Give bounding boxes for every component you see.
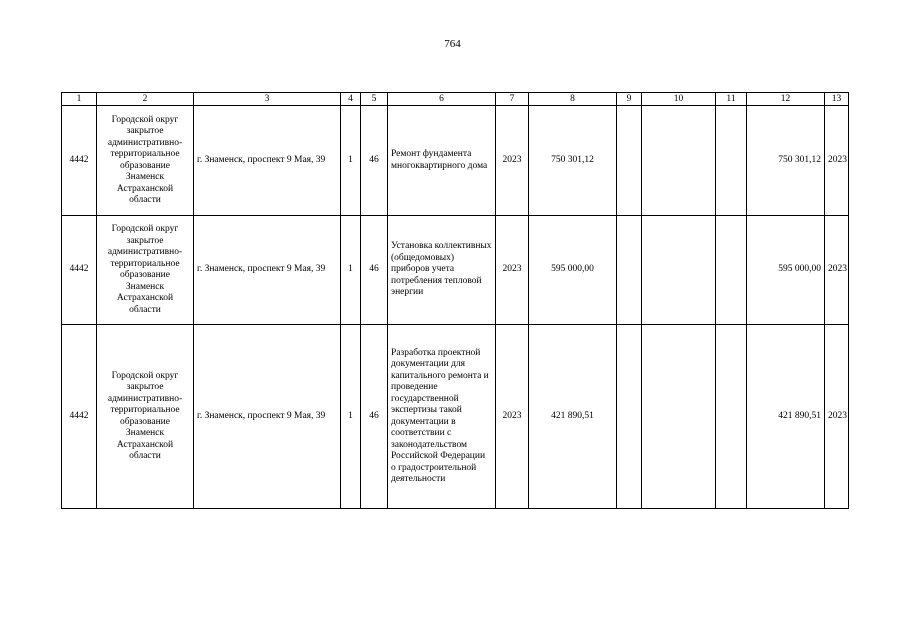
cell-year-end: 2023 xyxy=(825,325,849,509)
column-header: 7 xyxy=(496,93,529,106)
cell-col10 xyxy=(642,325,716,509)
table-row xyxy=(62,106,849,216)
column-header: 6 xyxy=(388,93,496,106)
cell-municipality: Городской округ закрытое административно-территориальное образование Знаменск Астраханской области xyxy=(97,106,194,216)
cell-col11 xyxy=(716,106,747,216)
column-header: 2 xyxy=(97,93,194,106)
cell-address: г. Знаменск, проспект 9 Мая, 39 xyxy=(194,106,341,216)
cell-amount: 595 000,00 xyxy=(529,216,617,325)
capital-repair-table xyxy=(61,92,849,509)
cell-work-type: Установка коллективных (общедомовых) приборов учета потребления тепловой энергии xyxy=(388,216,496,325)
column-header: 10 xyxy=(642,93,716,106)
cell-col5: 46 xyxy=(361,325,388,509)
cell-col4: 1 xyxy=(341,216,361,325)
cell-col11 xyxy=(716,216,747,325)
cell-amount-total: 595 000,00 xyxy=(747,216,825,325)
table-row xyxy=(62,216,849,325)
cell-col4: 1 xyxy=(341,325,361,509)
cell-municipality: Городской округ закрытое административно-территориальное образование Знаменск Астраханской области xyxy=(97,216,194,325)
cell-code: 4442 xyxy=(62,216,97,325)
cell-work-type: Ремонт фундамента многоквартирного дома xyxy=(388,106,496,216)
cell-amount: 421 890,51 xyxy=(529,325,617,509)
column-header: 1 xyxy=(62,93,97,106)
cell-year-end: 2023 xyxy=(825,106,849,216)
page-number: 764 xyxy=(444,38,461,50)
cell-col4: 1 xyxy=(341,106,361,216)
cell-amount: 750 301,12 xyxy=(529,106,617,216)
cell-col11 xyxy=(716,325,747,509)
cell-year-end: 2023 xyxy=(825,216,849,325)
cell-amount-total: 421 890,51 xyxy=(747,325,825,509)
column-header: 3 xyxy=(194,93,341,106)
column-header: 9 xyxy=(617,93,642,106)
cell-col5: 46 xyxy=(361,216,388,325)
cell-col9 xyxy=(617,216,642,325)
column-header: 4 xyxy=(341,93,361,106)
cell-work-type: Разработка проектной документации для капитального ремонта и проведение государственной экспертизы такой документации в соответствии с законодательством Российской Федерации о градостроительной деятельности xyxy=(388,325,496,509)
cell-col9 xyxy=(617,106,642,216)
cell-amount-total: 750 301,12 xyxy=(747,106,825,216)
cell-code: 4442 xyxy=(62,325,97,509)
cell-year: 2023 xyxy=(496,106,529,216)
table-row xyxy=(62,325,849,509)
table-header-row xyxy=(62,93,849,106)
column-header: 5 xyxy=(361,93,388,106)
cell-col5: 46 xyxy=(361,106,388,216)
column-header: 12 xyxy=(747,93,825,106)
cell-address: г. Знаменск, проспект 9 Мая, 39 xyxy=(194,216,341,325)
cell-year: 2023 xyxy=(496,325,529,509)
column-header: 13 xyxy=(825,93,849,106)
cell-col10 xyxy=(642,106,716,216)
cell-code: 4442 xyxy=(62,106,97,216)
column-header: 8 xyxy=(529,93,617,106)
cell-col9 xyxy=(617,325,642,509)
cell-municipality: Городской округ закрытое административно-территориальное образование Знаменск Астраханской области xyxy=(97,325,194,509)
cell-col10 xyxy=(642,216,716,325)
cell-year: 2023 xyxy=(496,216,529,325)
cell-address: г. Знаменск, проспект 9 Мая, 39 xyxy=(194,325,341,509)
column-header: 11 xyxy=(716,93,747,106)
